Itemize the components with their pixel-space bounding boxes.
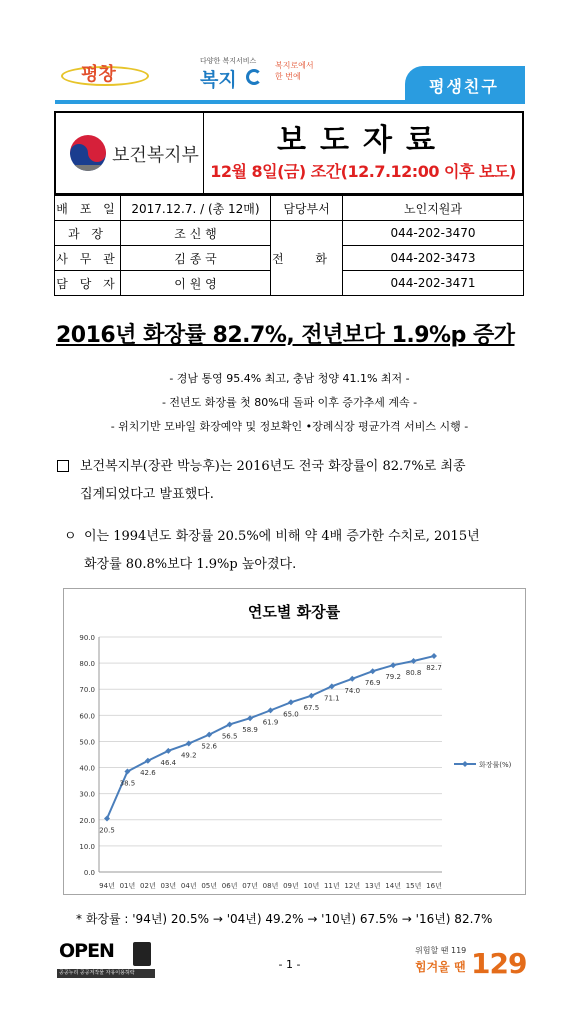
x-tick-label: 11년 [323, 882, 340, 890]
data-label: 20.5 [99, 826, 115, 835]
ministry-name: 보건복지부 [112, 145, 199, 166]
y-tick-label: 90.0 [79, 634, 95, 642]
x-tick-label: 15년 [405, 882, 422, 890]
page-title: 보도자료 [277, 123, 449, 158]
y-tick-label: 0.0 [83, 869, 95, 877]
staff-name: 이 원 영 [121, 271, 271, 296]
paragraph-2-line-1: 이는 1994년도 화장률 20.5%에 비해 약 4배 증가한 수치로, 2015년 [84, 529, 480, 544]
hotline-line-2: 힘겨울 땐 [415, 960, 466, 974]
banner-divider [55, 100, 525, 104]
staff-label: 담 당 자 [55, 271, 121, 296]
ministry-logo [56, 113, 204, 193]
data-label: 42.6 [140, 768, 156, 777]
footnote: * 화장률 : '94년) 20.5% → '04년) 49.2% → '10년) 67.5% → '16년) 82.7% [76, 912, 493, 926]
x-tick-label: 12년 [344, 882, 361, 890]
data-label: 71.1 [324, 694, 340, 703]
chart-title: 연도별 화장률 [247, 603, 341, 621]
dept-value: 노인지원과 [343, 196, 524, 221]
y-tick-label: 50.0 [79, 738, 95, 747]
pyeongchang-logo-text: 평창 [81, 64, 116, 85]
x-tick-label: 02년 [140, 882, 156, 890]
y-tick-label: 20.0 [79, 816, 95, 825]
paragraph-1-line-1: 보건복지부(장관 박능후)는 2016년도 전국 화장률이 82.7%로 최종 [80, 459, 466, 474]
data-label: 74.0 [344, 686, 361, 695]
x-tick-label: 05년 [201, 882, 218, 890]
bokjiro-ring-icon [246, 69, 262, 85]
x-tick-label: 03년 [160, 882, 177, 890]
x-tick-label: 09년 [283, 882, 299, 890]
data-point [268, 707, 274, 713]
paragraph-2-line-2: 화장률 80.8%보다 1.9%p 높아졌다. [84, 557, 297, 572]
dist-date-label: 배 포 일 [55, 196, 121, 221]
hotline-number: 129 [471, 947, 527, 980]
x-tick-label: 04년 [180, 882, 197, 890]
subheadline-2: - 전년도 화장률 첫 80%대 돌파 이후 증가추세 계속 - [161, 396, 418, 409]
y-tick-label: 70.0 [79, 686, 95, 695]
data-label: 38.5 [119, 779, 136, 788]
paragraph-1-line-2: 집계되었다고 발표했다. [80, 487, 214, 502]
bullet-circle-icon: ㅇ [64, 529, 77, 544]
data-label: 65.0 [283, 710, 299, 719]
legend-marker [462, 761, 468, 767]
data-label: 49.2 [180, 751, 197, 760]
data-point [104, 815, 110, 821]
subheadline-1: - 경남 통영 95.4% 최고, 충남 청양 41.1% 최저 - [169, 372, 410, 385]
bullet-box-icon [57, 460, 69, 472]
y-tick-label: 10.0 [79, 842, 95, 851]
x-tick-label: 13년 [364, 882, 381, 890]
data-label: 76.9 [364, 679, 381, 688]
data-point [308, 693, 314, 699]
director-phone: 044-202-3470 [343, 221, 524, 246]
table-row [55, 196, 524, 221]
staff-phone: 044-202-3471 [343, 271, 524, 296]
taegeuk-emblem-icon [70, 135, 106, 171]
table-row [55, 221, 524, 246]
data-point [431, 653, 437, 659]
x-tick-label: 16년 [426, 882, 442, 890]
data-point [247, 715, 253, 721]
dept-label: 담당부서 [271, 196, 343, 221]
x-tick-label: 10년 [303, 882, 320, 890]
lifelong-friend-label: 평생친구 [429, 77, 499, 96]
hotline-line-1: 위험할 땐 119 [415, 946, 467, 955]
bokjiro-slogan: 복지로에서 한 번에 [275, 61, 314, 81]
page-number: - 1 - [278, 958, 301, 971]
data-point [349, 676, 355, 682]
data-label: 46.4 [160, 758, 177, 767]
director-label: 과 장 [55, 221, 121, 246]
data-point [288, 699, 294, 705]
y-tick-label: 60.0 [79, 712, 95, 721]
officer-name: 김 종 국 [121, 246, 271, 271]
hotline-129-logo [415, 945, 525, 985]
data-label: 79.2 [385, 673, 401, 682]
officer-label: 사 무 관 [55, 246, 121, 271]
data-label: 67.5 [303, 703, 320, 712]
data-label: 56.5 [221, 732, 238, 741]
y-tick-label: 80.0 [79, 660, 95, 669]
chart-canvas [64, 589, 525, 894]
y-tick-label: 30.0 [79, 790, 95, 799]
x-tick-label: 01년 [119, 882, 136, 890]
director-name: 조 신 행 [121, 221, 271, 246]
open-wordmark: OPEN [59, 940, 114, 962]
legend-label: 화장률(%) [479, 761, 512, 769]
cremation-rate-chart [63, 588, 526, 895]
officer-phone: 044-202-3473 [343, 246, 524, 271]
data-point [329, 683, 335, 689]
x-tick-label: 08년 [262, 882, 279, 890]
data-label: 80.8 [405, 669, 422, 678]
x-tick-label: 14년 [385, 882, 401, 890]
headline: 2016년 화장률 82.7%, 전년보다 1.9%p 증가 [56, 323, 515, 348]
lifelong-friend-tab [405, 66, 525, 104]
subheadline-3: - 위치기반 모바일 화장예약 및 정보확인 •장례식장 평균가격 서비스 시행 - [110, 420, 469, 433]
bokjiro-tagline: 다양한 복지서비스 [200, 57, 257, 65]
data-point [370, 668, 376, 674]
bokjiro-logo [200, 56, 340, 96]
x-tick-label: 07년 [242, 882, 258, 890]
y-tick-label: 40.0 [79, 764, 95, 773]
open-license-caption: 공공누리 공공저작물 자유이용허락 [57, 969, 155, 978]
data-label: 61.9 [262, 718, 279, 727]
data-label: 58.9 [242, 726, 258, 735]
contact-table [54, 195, 524, 296]
press-release-header [54, 111, 524, 195]
phone-label: 전 화 [271, 221, 343, 296]
data-label: 52.6 [201, 742, 217, 751]
dist-date-value: 2017.12.7. / (총 12매) [121, 196, 271, 221]
pyeongchang-logo [61, 58, 151, 88]
x-tick-label: 06년 [221, 882, 238, 890]
bokjiro-wordmark: 복지 [200, 69, 237, 91]
data-label: 82.7 [426, 664, 442, 673]
header-banner [55, 48, 525, 104]
x-tick-label: 94년 [99, 882, 115, 890]
embargo-notice: 12월 8일(금) 조간(12.7.12:00 이후 보도) [210, 162, 516, 181]
